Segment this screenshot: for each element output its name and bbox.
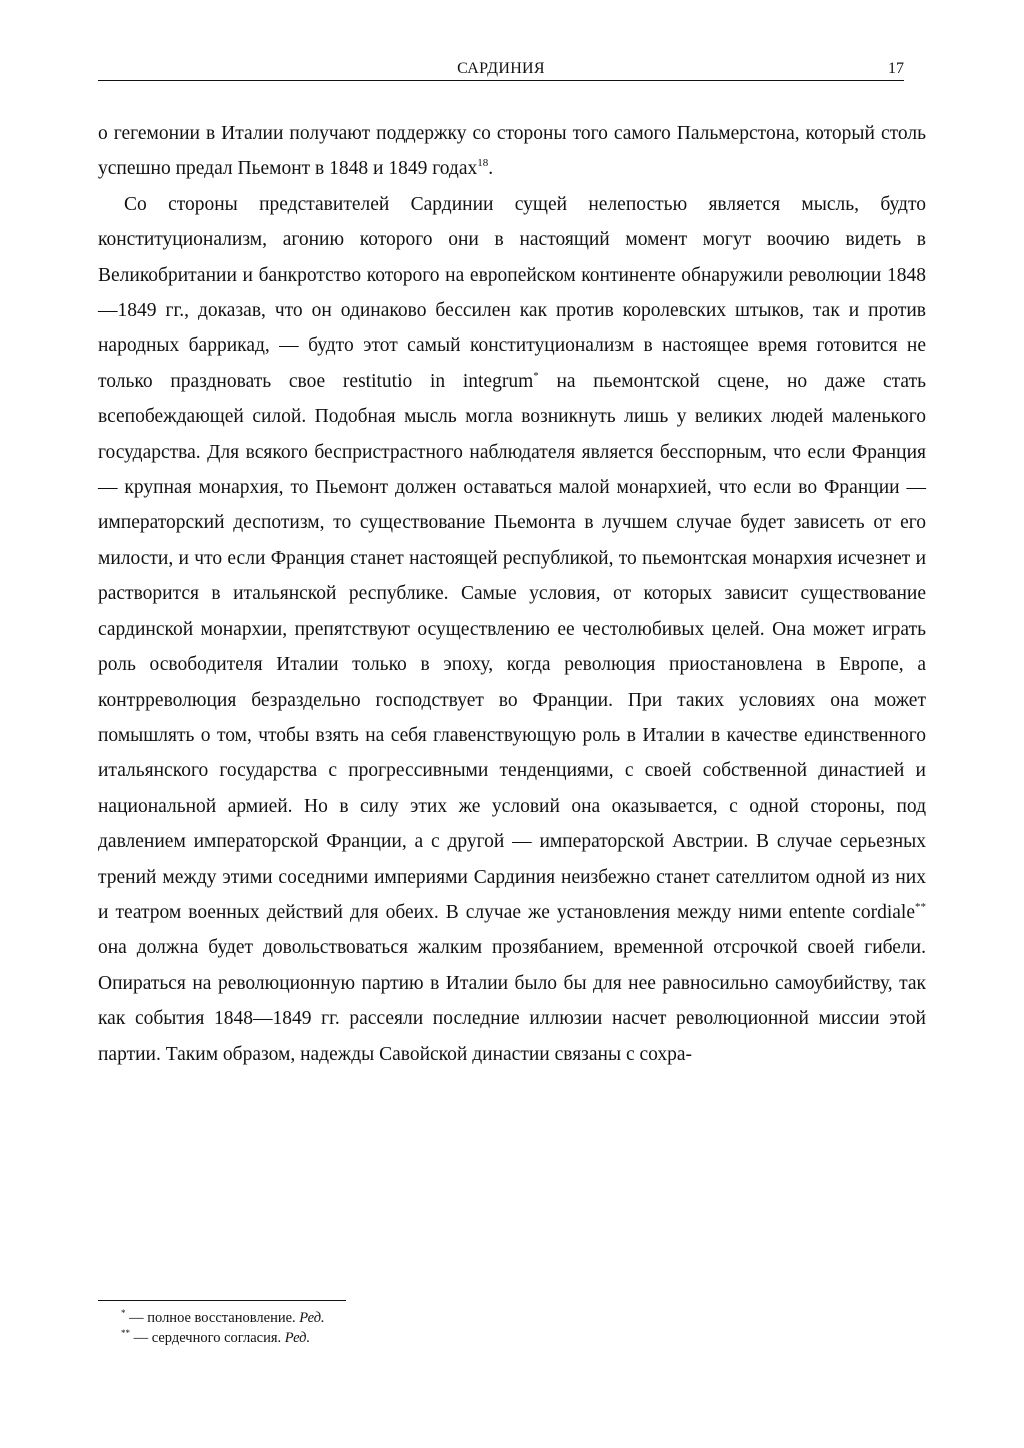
note-reference-18: 18 (477, 157, 489, 170)
paragraph-1-end: . (488, 158, 494, 180)
footnote-marker-1: * (533, 369, 539, 382)
footnote-1-editor: Ред. (299, 1310, 325, 1326)
paragraph-2-part-3: она должна будет довольствоваться жалким прозябанием, временной отсрочкой своей гибели. Опираться на революционную партию в Италии было бы для нее равносильно самоубийству, так как события 1848—1849 гг. рассеяли последние иллюзии насчет революционной миссии этой партии. Таким образом, надежды Савойской династии связаны с сохра- (98, 937, 926, 1065)
footnote-separator (98, 1300, 346, 1301)
main-text (98, 116, 926, 1072)
footnote-1-text: — полное восстановление. (125, 1310, 300, 1326)
page-number: 17 (888, 60, 904, 77)
footnote-2-mark: ** (121, 1328, 130, 1338)
footnotes (121, 1308, 325, 1348)
footnote-2-text: — сердечного согласия. (130, 1330, 285, 1346)
footnote-marker-2: ** (915, 900, 926, 913)
footnote-2-editor: Ред. (284, 1330, 311, 1346)
running-header (98, 58, 904, 81)
paragraph-2-part-2: на пьемонтской сцене, но даже стать всепобеждающей силой. Подобная мысль могла возникнуть лишь у великих людей маленького государства. Для всякого беспристрастного наблюдателя является бесспорным, что если Франция — крупная монархия, то Пьемонт должен оставаться малой монархией, что если во Франции — императорский деспотизм, то существование Пьемонта в лучшем случае будет зависеть от его милости, и что если Франция станет настоящей республикой, то пьемонтская монархия исчезнет и растворится в итальянской республике. Самые условия, от которых зависит существование сардинской монархии, препятствуют осуществлению ее честолюбивых целей. Она может играть роль освободителя Италии только в эпоху, когда революция приостановлена в Европе, а контрреволюция безраздельно господствует во Франции. При таких условиях она может помышлять о том, чтобы взять на себя главенствующую роль в Италии в качестве единственного итальянского государства с прогрессивными тенденциями, с своей собственной династией и национальной армией. Но в силу этих же условий она оказывается, с одной стороны, под давлением императорской Франции, а с другой — императорской Австрии. В случае серьезных трений между этими соседними империями Сардиния неизбежно станет сателлитом одной из них и театром военных действий для обеих. В случае же установления между ними entente cordiale (98, 370, 926, 923)
running-header-title: САРДИНИЯ (457, 60, 545, 77)
footnote-1-mark: * (121, 1308, 126, 1318)
footnote-2 (121, 1328, 325, 1348)
footnote-1 (121, 1308, 325, 1328)
paragraph-2-part-1: Со стороны представителей Сардинии сущей нелепостью является мысль, будто конституционализм, агонию которого они в настоящий момент могут воочию видеть в Великобритании и банкротство которого на европейском континенте обнаружили революции 1848—1849 гг., доказав, что он одинаково бессилен как против королевских штыков, так и против народных баррикад, — будто этот самый конституционализм в настоящее время готовится не только праздновать свое restitutio in integrum (98, 193, 926, 392)
paragraph-2 (98, 187, 926, 1072)
paragraph-1 (98, 116, 926, 187)
paragraph-1-text: о гегемонии в Италии получают поддержку со стороны того самого Пальмерстона, который столь успешно предал Пьемонт в 1848 и 1849 годах (98, 123, 926, 180)
